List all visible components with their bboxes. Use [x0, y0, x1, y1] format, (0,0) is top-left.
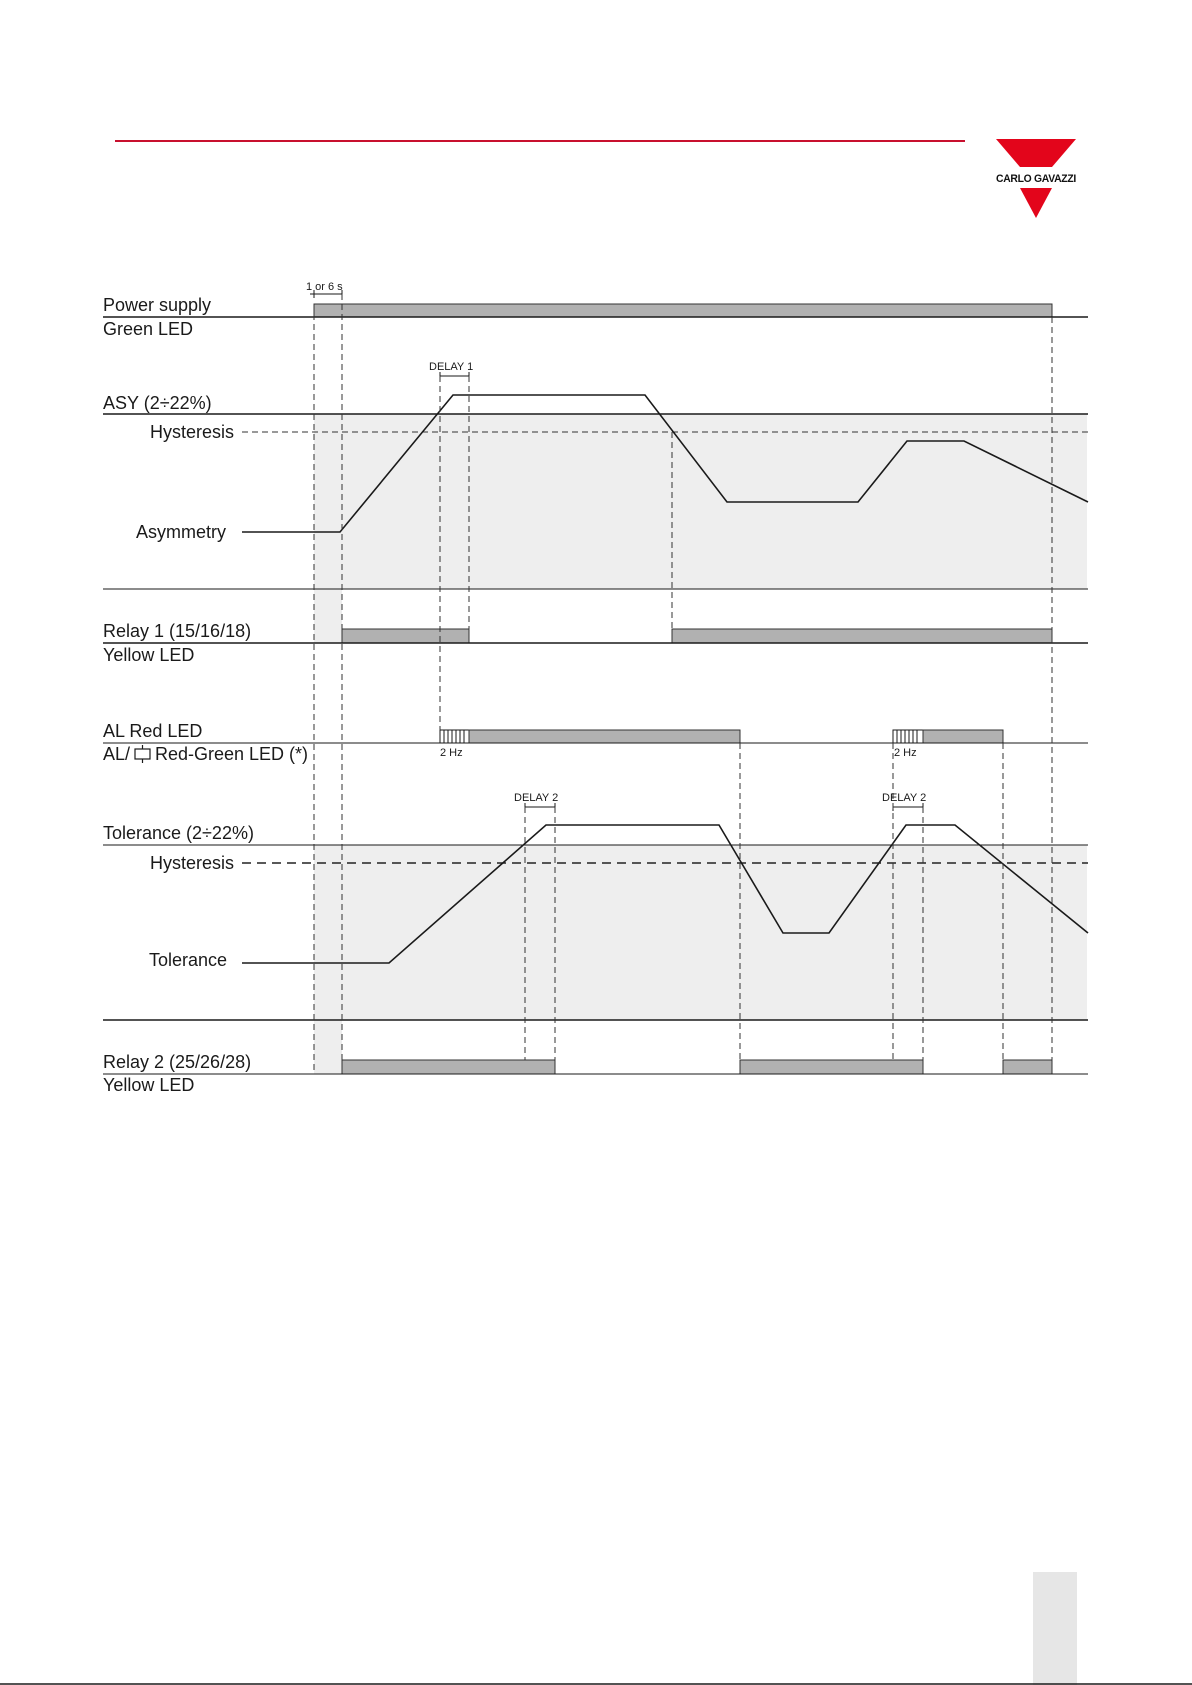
relay-1-bar-1 — [342, 629, 469, 643]
blink-2hz-1 — [440, 730, 469, 743]
hysteresis-1-label: Hysteresis — [150, 422, 235, 442]
asy-threshold-label: ASY (2÷22%) — [103, 393, 212, 413]
tolerance-zone — [314, 845, 1087, 1020]
blink-2hz-2-label: 2 Hz — [894, 747, 917, 759]
al-red-led-label: AL Red LED — [103, 721, 203, 741]
relay-2-label: Relay 2 (25/26/28) — [103, 1052, 252, 1072]
power-supply-bar — [314, 304, 1052, 317]
delay-1-label: DELAY 1 — [429, 361, 474, 373]
relay-1-label: Relay 1 (15/16/18) — [103, 621, 252, 641]
relay-2-bar-3 — [1003, 1060, 1052, 1074]
power-supply-label: Power supply — [103, 295, 212, 315]
brand-logo — [996, 139, 1076, 218]
green-led-label: Green LED — [103, 319, 194, 339]
delay-2b-marker — [893, 803, 923, 811]
startup-zone-2 — [314, 1020, 342, 1074]
asymmetry-zone — [314, 414, 1087, 589]
startup-delay-label: 1 or 6 s — [306, 281, 343, 293]
page-tab — [1033, 1572, 1077, 1685]
al-led-bar-2 — [923, 730, 1003, 743]
al-red-green-led-label: Red-Green LED (*) — [155, 744, 309, 764]
al-led-bar-1 — [469, 730, 740, 743]
brand-name: CARLO GAVAZZI — [996, 173, 1077, 185]
relay-1-bar-2 — [672, 629, 1052, 643]
relay-2-bar-1 — [342, 1060, 555, 1074]
blink-2hz-1-label: 2 Hz — [440, 747, 463, 759]
hysteresis-2-label: Hysteresis — [150, 853, 235, 873]
delay-2b-label: DELAY 2 — [882, 792, 927, 804]
tolerance-threshold-label: Tolerance (2÷22%) — [103, 823, 254, 843]
yellow-led-1-label: Yellow LED — [103, 645, 195, 665]
blink-2hz-2 — [893, 730, 923, 743]
relay-2-bar-2 — [740, 1060, 923, 1074]
delay-2a-marker — [525, 803, 555, 811]
asymmetry-label: Asymmetry — [136, 522, 226, 542]
tolerance-label: Tolerance — [149, 950, 228, 970]
relay-coil-icon — [135, 745, 150, 763]
startup-zone-1 — [314, 589, 342, 643]
al-prefix-label: AL/ — [103, 744, 131, 764]
delay-2a-label: DELAY 2 — [514, 792, 559, 804]
delay-1-marker — [440, 372, 469, 380]
yellow-led-2-label: Yellow LED — [103, 1075, 195, 1095]
